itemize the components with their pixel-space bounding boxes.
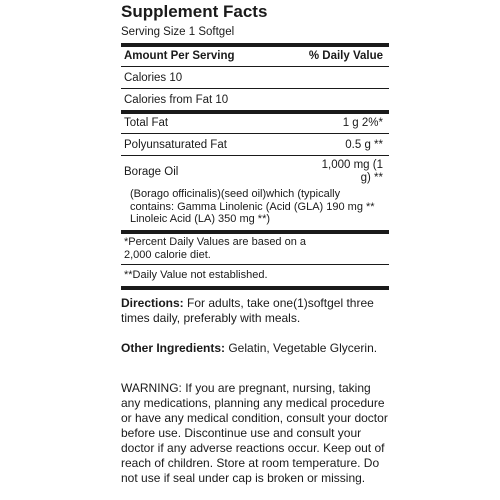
thick-divider bbox=[121, 110, 389, 114]
ingredients-text: Gelatin, Vegetable Glycerin. bbox=[225, 341, 378, 355]
nutrient-value: 1 g 2%* bbox=[342, 117, 383, 129]
row-divider bbox=[121, 155, 389, 156]
nutrient-name: Total Fat bbox=[124, 117, 169, 129]
row-divider bbox=[121, 264, 389, 265]
nutrient-name: Calories from Fat 10 bbox=[124, 94, 229, 106]
nutrient-name: Polyunsaturated Fat bbox=[124, 139, 227, 151]
thick-divider bbox=[121, 230, 389, 234]
label-title: Supplement Facts bbox=[121, 2, 268, 21]
directions-paragraph bbox=[121, 296, 389, 326]
row-divider bbox=[121, 66, 389, 67]
amount-per-serving-header: Amount Per Serving bbox=[124, 50, 235, 62]
borage-oil-name: Borage Oil bbox=[124, 166, 179, 178]
row-divider bbox=[121, 88, 389, 89]
serving-size: Serving Size 1 Softgel bbox=[121, 26, 235, 38]
ingredients-heading: Other Ingredients: bbox=[121, 341, 226, 355]
nutrient-name: Calories 10 bbox=[124, 72, 183, 84]
warning-paragraph: WARNING: If you are pregnant, nursing, taking any medications, planning any medical procedure or have any medical condition, consult your doctor before use. Discontinue use and consult your doctor if any adverse reactions occur. Keep out of reach of children. Store at room temperature. Do not use if seal under cap is broken or missing. bbox=[121, 381, 388, 485]
percent-daily-value-note: *Percent Daily Values are based on a 2,000 calorie diet. bbox=[124, 236, 307, 261]
directions-heading: Directions: bbox=[121, 296, 184, 310]
borage-oil-note: (Borago officinalis)(seed oil)which (typically contains: Gamma Linolenic (Acid (GLA) 190 mg ** Linoleic Acid (LA) 350 mg **) bbox=[130, 188, 375, 225]
thick-divider bbox=[121, 286, 389, 290]
ingredients-paragraph bbox=[121, 341, 389, 356]
borage-oil-amount: 1,000 mg (1 g) ** bbox=[321, 159, 383, 184]
daily-value-header: % Daily Value bbox=[308, 50, 383, 62]
daily-value-not-established-note: **Daily Value not established. bbox=[124, 269, 268, 281]
directions-text: For adults, take one(1)softgel three times daily, preferably with meals. bbox=[121, 296, 374, 325]
thick-divider bbox=[121, 43, 389, 47]
row-divider bbox=[121, 133, 389, 134]
nutrient-value: 0.5 g ** bbox=[345, 139, 383, 151]
